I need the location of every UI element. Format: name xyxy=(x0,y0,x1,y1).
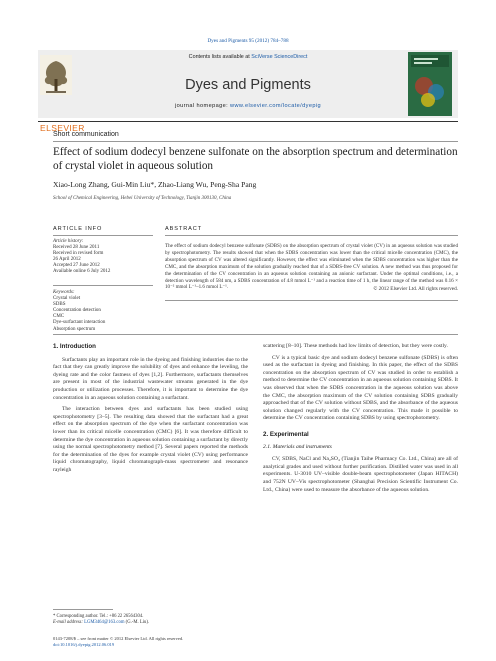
email-label: E-mail address: xyxy=(53,620,85,625)
issn-line: 0143-7208/$ – see front matter © 2012 Elsevier Ltd. All rights reserved. xyxy=(53,636,184,641)
title-rule xyxy=(53,141,458,142)
email-link[interactable]: LGM3464@163.com xyxy=(84,620,125,625)
intro-continuation: scattering [8–10]. These methods had low limits of detection, but they were costly. xyxy=(263,343,448,349)
history-item: Accepted 27 June 2012 xyxy=(53,263,100,269)
intro-paragraph: Surfactants play an important role in the dyeing and finishing industries due to the fact that they can greatly improve the solubility of dyes and enhance the leveling, the dyeing rate and the color fastness of dyes [1,2]. Furthermore, surfactants themselves are present in most of the industrial wastewater streams generated in the dye production or utilization processes. Therefore, it is important to determine the dye concentration in an aqueous solution containing a surfactant. xyxy=(53,356,248,401)
elsevier-wordmark: ELSEVIER xyxy=(40,123,85,133)
header-rule xyxy=(38,121,458,122)
author-list: Xiao-Long Zhang, Gui-Min Liu*, Zhao-Liang Wu, Peng-Sha Pang xyxy=(53,180,257,189)
history-item: Received 28 June 2011 xyxy=(53,245,100,251)
keywords-rule xyxy=(53,285,153,286)
keywords-label: Keywords: xyxy=(53,290,75,295)
article-info-heading: ARTICLE INFO xyxy=(53,226,103,232)
front-matter-bottom-rule xyxy=(53,334,458,335)
body-right-column xyxy=(263,343,458,498)
keyword: Dye-surfactant interaction xyxy=(53,320,106,326)
keyword: Absorption spectrum xyxy=(53,326,96,332)
footnote-rule xyxy=(53,609,113,610)
history-item: Received in revised form xyxy=(53,251,104,257)
journal-citation[interactable]: Dyes and Pigments 95 (2012) 784–788 xyxy=(207,38,289,44)
doi-block xyxy=(53,636,183,648)
body-left-column xyxy=(53,343,248,479)
abstract-text: The effect of sodium dodecyl benzene sulfonate (SDBS) on the absorption spectrum of crystal violet (CV) in an aqueous solution was studied by spectrophotometry. The results showed that when the SDBS concentration was lower than the critical micelle concentration (CMC), the absorption spectrum of CV was altered significantly. However, the effect was eliminated when the SDBS concentration was higher than the CMC, and the absorption maximum of the solution gradually reached that of a SDBS-free CV solution. A new method was thus proposed for the determination of the CV concentration in an aqueous solution containing an anionic surfactant. Under the optimal conditions, i.e., a detection wavelength of 584 nm, a SDBS concentration of 4.8 mmol L⁻¹ and a reaction time of 1 h, the linear range of the method was 0.16 × 10⁻² mmol L⁻¹–1.6 mmol L⁻¹. xyxy=(165,243,458,291)
article-history xyxy=(53,239,158,276)
materials-subheading: 2.1. Materials and instruments xyxy=(263,443,332,450)
abstract-bottom-rule xyxy=(165,300,458,301)
intro-heading: 1. Introduction xyxy=(53,343,96,350)
journal-cover-image xyxy=(408,52,452,116)
intro-paragraph: CV is a typical basic dye and sodium dodecyl benzene sulfonate (SDBS) is often used as the surfactant in dyeing and finishing. In this paper, the effect of the SDBS concentration on the absorption spectrum of CV was studied in order to establish a method to determine the CV concentration in an aqueous solution containing SDBS. It was observed that when the SDBS concentration in the aqueous solution was above the CMC, the absorption maximum of the CV solution containing SDBS gradually approached that of the CV solution without SDBS, and the absorbance of the aqueous solution changed regularly with the CV concentration. This made it possible to determine the CV concentration containing SDBS by using spectrophotometry. xyxy=(263,354,458,422)
footnotes xyxy=(53,614,149,626)
article-title: Effect of sodium dodecyl benzene sulfonate on the absorption spectrum and determination of crystal violet in aqueous solution xyxy=(53,146,458,172)
abstract-copyright: © 2012 Elsevier Ltd. All rights reserved. xyxy=(373,286,458,292)
sciencedirect-link[interactable]: SciVerse ScienceDirect xyxy=(251,54,308,60)
keyword: Concentration detection xyxy=(53,308,101,314)
materials-paragraph: CV, SDBS, NaCl and Na₂SO₄ (Tianjin Taihe Pharmacy Co. Ltd., China) are all of analytical grades and used without further purification. Distilled water was used in all experiments. U-3010 UV–visible double-beam spectrophotometer (Japan HITACH) and 752N UV–Vis spectrophotometer (Shanghai Precision Scientific Instrument Co. Ltd., China) were used to measure the absorbance of the aqueous solution. xyxy=(263,456,458,493)
author-affiliation: School of Chemical Engineering, Hebei University of Technology, Tianjin 300130, China xyxy=(53,196,232,201)
history-item: Available online 6 July 2012 xyxy=(53,269,111,275)
article-info-rule xyxy=(53,235,153,236)
abstract-rule xyxy=(165,235,458,236)
history-label: Article history: xyxy=(53,239,84,244)
journal-title: Dyes and Pigments xyxy=(185,77,311,93)
abstract-heading: ABSTRACT xyxy=(165,226,203,232)
article-type: Short communication xyxy=(53,131,119,138)
keyword: SDBS xyxy=(53,302,66,308)
keyword: Crystal violet xyxy=(53,296,81,302)
email-suffix: (G.-M. Liu). xyxy=(124,620,150,625)
experimental-heading: 2. Experimental xyxy=(263,430,309,438)
email-note xyxy=(53,620,149,626)
homepage-link[interactable]: www.elsevier.com/locate/dyepig xyxy=(230,103,322,109)
contents-prefix: Contents lists available at xyxy=(188,54,252,60)
doi-link[interactable]: doi:10.1016/j.dyepig.2012.06.019 xyxy=(53,641,115,647)
keyword: CMC xyxy=(53,314,65,320)
keywords-block xyxy=(53,290,158,333)
history-item: 26 April 2012 xyxy=(53,257,81,263)
homepage-prefix: journal homepage: xyxy=(174,103,231,109)
intro-paragraph: The interaction between dyes and surfactants has been studied using spectrophotometry [3–5]. The resulting data showed that the surfactant had a great effect on the absorption spectrum of the dye when the surfactant concentration was lower than its critical micelle concentration (CMC) [6]. It was therefore difficult to determine the dye concentration in aqueous solution containing a surfactant by directly using the normal spectrophotometry method [7]. Several papers reported the methods for the determination of the dyes for example crystal violet (CV) using performance liquid chromatography, liquid chromatograph-mass spectrometer and resonance rayleigh xyxy=(53,406,248,473)
corresponding-author-note: * Corresponding author. Tel.: +86 22 26564304. xyxy=(53,614,144,619)
